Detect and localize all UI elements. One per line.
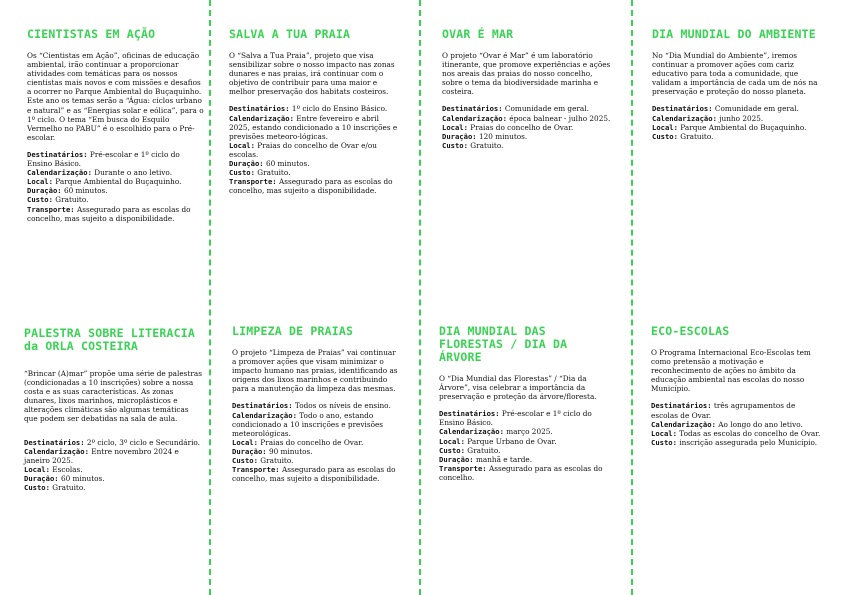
detail-label: Calendarização: [442, 113, 507, 123]
detail-row [651, 438, 821, 447]
detail-row [24, 438, 202, 447]
card-description: O Programa Internacional Eco-Escolas tem como pretensão a motivação e reconhecimento de ações no âmbito da educação ambiental nas escolas do nosso Município. [651, 348, 811, 394]
detail-label: Destinatários: [651, 401, 712, 411]
detail-row [27, 168, 204, 177]
detail-label: Duração: [27, 186, 62, 196]
detail-value: Gratuito. [52, 483, 86, 493]
detail-value: 120 minutos. [478, 131, 528, 141]
detail-row [442, 123, 614, 132]
detail-value: Ao longo do ano letivo. [718, 419, 803, 429]
detail-label: Transporte: [439, 463, 487, 473]
detail-row [232, 411, 402, 438]
column-divider [631, 0, 633, 595]
card-eco-escolas [651, 325, 821, 447]
detail-label: Calendarização: [27, 168, 92, 178]
detail-value: Gratuito. [257, 168, 291, 178]
card-title: PALESTRA SOBRE LITERACIA da ORLA COSTEIRA [24, 326, 195, 353]
detail-value: Assegurado para as escolas do concelho, mas sujeito a disponibilidade. [27, 204, 191, 223]
detail-row [27, 186, 204, 195]
detail-value: Pré-escolar e 1º ciclo do Ensino Básico. [27, 149, 180, 169]
detail-value: Gratuito. [55, 195, 89, 205]
detail-value: Escolas. [52, 464, 83, 474]
detail-value: 90 minutos. [268, 446, 313, 456]
detail-label: Custo: [651, 437, 677, 447]
column-divider [209, 0, 211, 595]
card-description: O “Dia Mundial das Florestas” / “Dia da Árvore”, visa celebrar a importância da preservação e proteção da árvore/floresta. [439, 374, 597, 402]
detail-value: 2º ciclo, 3º ciclo e Secundário. [86, 437, 201, 447]
card-title: LIMPEZA DE PRAIAS [232, 324, 354, 338]
detail-label: Custo: [232, 456, 258, 466]
detail-value: Comunidade em geral. [714, 104, 799, 114]
detail-row [652, 104, 822, 113]
detail-row [651, 429, 821, 438]
detail-row [229, 104, 399, 113]
detail-label: Local: [651, 428, 677, 438]
detail-value: manhã e tarde. [475, 454, 533, 464]
detail-row [229, 114, 399, 141]
detail-label: Custo: [229, 168, 255, 178]
detail-label: Destinatários: [229, 104, 290, 114]
detail-row [439, 446, 615, 455]
detail-label: Custo: [24, 483, 50, 493]
card-title: DIA MUNDIAL DAS FLORESTAS / DIA DA ÁRVORE [439, 324, 568, 364]
detail-label: Transporte: [27, 204, 75, 214]
card-details [439, 409, 615, 482]
detail-row [27, 195, 204, 204]
detail-label: Custo: [442, 140, 468, 150]
detail-label: Calendarização: [229, 113, 294, 123]
detail-row [651, 401, 821, 419]
detail-label: Local: [652, 122, 678, 132]
card-dia-mundial-do-ambiente [652, 28, 822, 141]
detail-label: Calendarização: [232, 410, 297, 420]
detail-label: Local: [24, 464, 50, 474]
card-details [652, 104, 822, 140]
detail-value: Parque Urbano de Ovar. [467, 436, 557, 446]
detail-label: Custo: [652, 131, 678, 141]
detail-value: 60 minutos. [63, 186, 108, 196]
detail-value: Pré-escolar e 1º ciclo do Ensino Básico. [439, 409, 592, 428]
detail-value: Praias do concelho de Ovar. [260, 437, 364, 447]
detail-label: Transporte: [229, 177, 277, 187]
detail-value: Praias do concelho de Ovar e/ou escolas. [229, 140, 377, 159]
detail-row [439, 464, 615, 482]
card-title: DIA MUNDIAL DO AMBIENTE [652, 27, 816, 41]
detail-row [24, 474, 202, 483]
detail-row [27, 150, 204, 168]
card-description: No “Dia Mundial do Ambiente”, iremos continuar a promover ações com cariz educativo para toda a comunidade, que validam a importância de cada um de nós na preservação e proteção do nosso planeta. [652, 51, 818, 97]
card-details [24, 438, 202, 493]
detail-label: Duração: [24, 473, 59, 483]
detail-row [229, 177, 399, 195]
detail-row [232, 456, 402, 465]
detail-value: Assegurado para as escolas do concelho, mas sujeito a disponibilidade. [232, 465, 396, 484]
card-description: O projeto “Limpeza de Praias” vai continuar a promover ações que visam minimizar o impacto humano nas praias, identificando as origens dos lixos marinhos e contribuindo para a manutenção da limpeza das mesmas. [232, 348, 398, 394]
detail-row [439, 427, 615, 436]
detail-row [229, 159, 399, 168]
detail-value: Gratuito. [680, 131, 714, 141]
detail-row [439, 409, 615, 427]
detail-label: Local: [27, 177, 53, 187]
detail-row [24, 483, 202, 492]
detail-label: Transporte: [232, 465, 280, 475]
detail-value: junho 2025. [719, 113, 764, 123]
detail-value: Parque Ambiental do Buçaquinho. [55, 177, 182, 187]
detail-label: Destinatários: [442, 104, 503, 114]
detail-value: Todo o ano, estando condicionado a 10 inscrições e previsões meteorológicas. [232, 410, 384, 438]
detail-label: Destinatários: [24, 437, 85, 447]
detail-value: época balnear - julho 2025. [509, 113, 611, 123]
detail-row [442, 132, 614, 141]
detail-row [229, 141, 399, 159]
detail-row [232, 447, 402, 456]
card-details [229, 104, 399, 195]
card-details [442, 104, 614, 149]
card-details [651, 401, 821, 446]
detail-value: Todos os níveis de ensino. [294, 401, 391, 411]
detail-label: Duração: [229, 159, 264, 169]
detail-row [442, 141, 614, 150]
card-ovar-e-mar [442, 28, 614, 150]
detail-value: Gratuito. [470, 140, 504, 150]
detail-label: Custo: [439, 445, 465, 455]
detail-row [24, 465, 202, 474]
card-details [27, 150, 204, 223]
detail-value: 60 minutos. [60, 473, 105, 483]
detail-value: março 2025. [506, 427, 553, 437]
detail-value: 1º ciclo do Ensino Básico. [291, 104, 388, 114]
detail-row [442, 114, 614, 123]
detail-label: Local: [439, 436, 465, 446]
detail-label: Local: [232, 437, 258, 447]
detail-label: Destinatários: [27, 149, 88, 159]
detail-value: Entre fevereiro e abril 2025, estando condicionado a 10 inscrições e previsões meteoro-lógicas. [229, 113, 398, 141]
detail-label: Duração: [439, 454, 474, 464]
detail-label: Calendarização: [24, 446, 89, 456]
detail-row [652, 123, 822, 132]
detail-label: Destinatários: [652, 104, 713, 114]
detail-row [232, 438, 402, 447]
card-limpeza-de-praias [232, 325, 402, 483]
detail-row [27, 205, 204, 223]
detail-value: Gratuito. [467, 445, 501, 455]
detail-label: Destinatários: [439, 409, 500, 419]
detail-value: Entre novembro 2024 e janeiro 2025. [24, 446, 179, 465]
detail-value: Durante o ano letivo. [94, 168, 173, 178]
card-title: OVAR É MAR [442, 27, 514, 41]
detail-row [232, 465, 402, 483]
detail-value: três agrupamentos de escolas de Ovar. [651, 401, 796, 420]
column-divider [419, 0, 421, 595]
card-dia-mundial-das-florestas [439, 325, 615, 482]
detail-value: Todas as escolas do concelho de Ovar. [679, 428, 821, 438]
card-description: “Brincar (A)mar” propõe uma série de palestras (condicionadas a 10 inscrições) sobre a nossa costa e as suas características. As zonas dunares, lixos marinhos, microplásticos e alterações climáticas são algumas temáticas que podem ser debatidas na sala de aula. [24, 369, 202, 424]
detail-value: Assegurado para as escolas do concelho. [439, 463, 603, 482]
detail-label: Local: [229, 140, 255, 150]
card-description: O projeto “Ovar é Mar” é um laboratório itinerante, que promove experiências e ações nos areais das praias do nosso concelho, sobre o tema da biodiversidade marinha e costeira. [442, 51, 611, 97]
detail-value: Praias do concelho de Ovar. [470, 122, 574, 132]
detail-label: Duração: [442, 131, 477, 141]
card-title: SALVA A TUA PRAIA [229, 27, 351, 41]
card-palestra-literacia [24, 327, 202, 492]
detail-label: Duração: [232, 446, 267, 456]
detail-value: 60 minutos. [265, 159, 310, 169]
detail-label: Custo: [27, 195, 53, 205]
detail-row [442, 104, 614, 113]
detail-value: Parque Ambiental do Buçaquinho. [680, 122, 807, 132]
card-description: Os “Cientistas em Ação”, oficinas de educação ambiental, irão continuar a proporcionar atividades com temáticas para os nossos cientistas mais novos e com missões e desafios a ocorrer no Parque Ambiental do Buçaquinho. Este ano os temas serão a “Água: ciclos urbano e natural” e as “Energias solar e eólica”, para o 1º ciclo. O tema “Em busca do Esquilo Vermelho no PABU” é o escolhido para o Pré-escolar. [27, 51, 204, 142]
detail-value: inscrição assegurada pelo Município. [679, 437, 818, 447]
detail-row [439, 437, 615, 446]
detail-label: Calendarização: [652, 113, 717, 123]
card-cientistas-em-acao [27, 28, 204, 223]
card-details [232, 401, 402, 483]
card-title: ECO-ESCOLAS [651, 324, 730, 338]
detail-value: Assegurado para as escolas do concelho, mas sujeito a disponibilidade. [229, 177, 393, 196]
detail-row [232, 401, 402, 410]
detail-row [652, 114, 822, 123]
card-salva-a-tua-praia [229, 28, 399, 195]
detail-row [24, 447, 202, 465]
detail-row [27, 177, 204, 186]
detail-label: Calendarização: [651, 419, 716, 429]
detail-row [651, 420, 821, 429]
detail-label: Calendarização: [439, 427, 504, 437]
detail-value: Gratuito. [260, 456, 294, 466]
detail-label: Local: [442, 122, 468, 132]
detail-row [229, 168, 399, 177]
detail-row [439, 455, 615, 464]
detail-row [652, 132, 822, 141]
detail-value: Comunidade em geral. [504, 104, 589, 114]
card-title: CIENTISTAS EM AÇÃO [27, 27, 156, 41]
card-description: O “Salva a Tua Praia”, projeto que visa sensibilizar sobre o nosso impacto nas zonas dunares e nas praias, irá continuar com o objetivo de contribuir para uma maior e melhor preservação dos habitats costeiros. [229, 51, 395, 97]
detail-label: Destinatários: [232, 401, 293, 411]
